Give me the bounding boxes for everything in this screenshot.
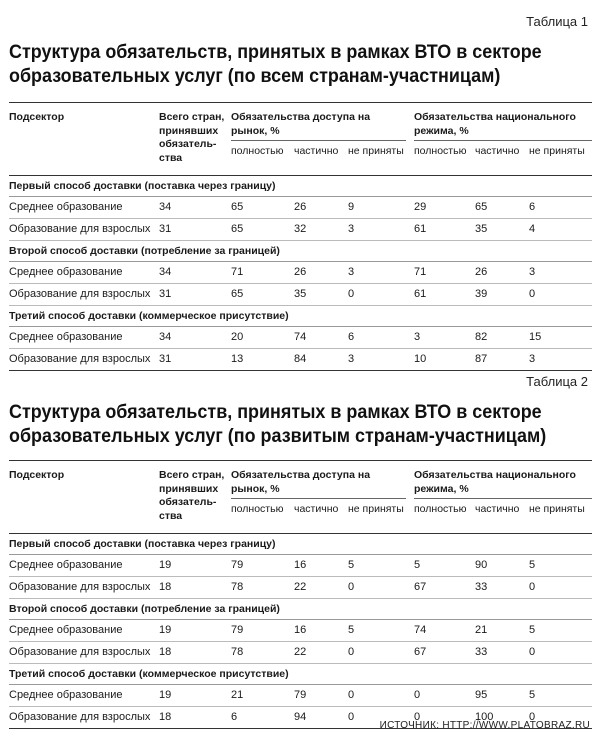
- table-row: [9, 577, 592, 599]
- cell-national-none: 6: [529, 201, 536, 213]
- cell-market-partial: 26: [294, 201, 307, 213]
- cell-national-partial: 33: [475, 581, 488, 593]
- header-national-full: полностью: [414, 145, 467, 157]
- cell-market-none: 3: [348, 353, 355, 365]
- row-name: Среднее образование: [9, 201, 123, 213]
- cell-market-none: 5: [348, 624, 355, 636]
- cell-market-full: 79: [231, 624, 244, 636]
- cell-market-full: 78: [231, 581, 244, 593]
- row-total: 34: [159, 201, 172, 213]
- section-title: Первый способ доставки (поставка через границу): [9, 534, 592, 555]
- cell-market-full: 65: [231, 223, 244, 235]
- cell-market-none: 5: [348, 559, 355, 571]
- row-total: 34: [159, 331, 172, 343]
- row-total: 19: [159, 624, 172, 636]
- table-row: [9, 197, 592, 219]
- cell-national-partial: 39: [475, 288, 488, 300]
- row-total: 34: [159, 266, 172, 278]
- header-national: Обязательства национального режима, %: [414, 111, 576, 137]
- cell-national-none: 3: [529, 266, 536, 278]
- header-market-partial: частично: [294, 503, 339, 515]
- cell-national-full: 74: [414, 624, 427, 636]
- table-row: [9, 327, 592, 349]
- header-rule: [414, 498, 592, 499]
- table-row: [9, 284, 592, 306]
- cell-market-partial: 16: [294, 559, 307, 571]
- cell-national-partial: 26: [475, 266, 488, 278]
- table-1: [9, 102, 592, 371]
- cell-national-none: 5: [529, 624, 536, 636]
- table-2: [9, 460, 592, 729]
- cell-national-full: 3: [414, 331, 421, 343]
- row-total: 19: [159, 559, 172, 571]
- section-title: Второй способ доставки (потребление за границей): [9, 599, 592, 620]
- cell-market-partial: 22: [294, 646, 307, 658]
- cell-market-none: 0: [348, 711, 355, 723]
- cell-market-full: 20: [231, 331, 244, 343]
- table-row: [9, 262, 592, 284]
- row-name: Образование для взрослых: [9, 288, 151, 300]
- row-total: 19: [159, 689, 172, 701]
- cell-national-full: 61: [414, 223, 427, 235]
- section-title: Первый способ доставки (поставка через границу): [9, 176, 592, 197]
- section-title: Третий способ доставки (коммерческое присутствие): [9, 664, 592, 685]
- header-market-full: полностью: [231, 145, 284, 157]
- header-total: Всего стран, принявших обязатель-ства: [159, 469, 225, 522]
- table-row: [9, 620, 592, 642]
- row-name: Образование для взрослых: [9, 223, 151, 235]
- cell-national-none: 0: [529, 646, 536, 658]
- header-national-none: не приняты: [529, 145, 585, 157]
- cell-national-none: 0: [529, 711, 536, 723]
- cell-market-full: 13: [231, 353, 244, 365]
- table-1-label: Таблица 1: [526, 14, 588, 29]
- row-total: 18: [159, 646, 172, 658]
- table-1-header: [9, 102, 592, 176]
- header-national-partial: частично: [475, 503, 520, 515]
- table-2-title: Структура обязательств, принятых в рамках ВТО в секторе образовательных услуг (по развитым странам-участницам): [9, 401, 547, 447]
- row-name: Образование для взрослых: [9, 646, 151, 658]
- cell-market-none: 0: [348, 646, 355, 658]
- cell-market-full: 6: [231, 711, 238, 723]
- cell-national-full: 67: [414, 646, 427, 658]
- cell-market-none: 0: [348, 288, 355, 300]
- row-name: Образование для взрослых: [9, 711, 151, 723]
- cell-national-none: 15: [529, 331, 542, 343]
- cell-market-full: 65: [231, 201, 244, 213]
- row-name: Среднее образование: [9, 331, 123, 343]
- cell-national-full: 0: [414, 711, 421, 723]
- row-name: Среднее образование: [9, 266, 123, 278]
- cell-market-partial: 35: [294, 288, 307, 300]
- cell-market-partial: 16: [294, 624, 307, 636]
- header-market-none: не приняты: [348, 503, 404, 515]
- cell-national-full: 61: [414, 288, 427, 300]
- header-market-none: не приняты: [348, 145, 404, 157]
- cell-market-full: 21: [231, 689, 244, 701]
- table-row: [9, 349, 592, 371]
- row-total: 18: [159, 711, 172, 723]
- row-name: Среднее образование: [9, 624, 123, 636]
- row-name: Образование для взрослых: [9, 353, 151, 365]
- table-row: [9, 685, 592, 707]
- cell-market-full: 65: [231, 288, 244, 300]
- cell-market-full: 71: [231, 266, 244, 278]
- header-national: Обязательства национального режима, %: [414, 469, 576, 495]
- header-market: Обязательства доступа на рынок, %: [231, 111, 371, 137]
- cell-national-full: 10: [414, 353, 427, 365]
- header-total: Всего стран, принявших обязатель-ства: [159, 111, 225, 164]
- cell-national-none: 3: [529, 353, 536, 365]
- header-rule: [231, 140, 406, 141]
- row-total: 31: [159, 288, 172, 300]
- cell-national-full: 0: [414, 689, 421, 701]
- cell-market-full: 79: [231, 559, 244, 571]
- cell-market-none: 0: [348, 689, 355, 701]
- header-subsector: Подсектор: [9, 469, 65, 481]
- cell-national-none: 5: [529, 689, 536, 701]
- row-total: 31: [159, 223, 172, 235]
- cell-national-partial: 90: [475, 559, 488, 571]
- row-total: 18: [159, 581, 172, 593]
- header-market-full: полностью: [231, 503, 284, 515]
- section-title: Третий способ доставки (коммерческое присутствие): [9, 306, 592, 327]
- cell-market-none: 9: [348, 201, 355, 213]
- cell-national-none: 0: [529, 581, 536, 593]
- cell-market-partial: 94: [294, 711, 307, 723]
- table-row: [9, 555, 592, 577]
- cell-national-none: 5: [529, 559, 536, 571]
- cell-national-none: 4: [529, 223, 536, 235]
- cell-national-full: 71: [414, 266, 427, 278]
- cell-market-partial: 26: [294, 266, 307, 278]
- cell-national-full: 67: [414, 581, 427, 593]
- cell-market-full: 78: [231, 646, 244, 658]
- cell-national-none: 0: [529, 288, 536, 300]
- table-1-title: Структура обязательств, принятых в рамках ВТО в секторе образовательных услуг (по всем странам-участницам): [9, 41, 542, 87]
- header-rule: [414, 140, 592, 141]
- row-total: 31: [159, 353, 172, 365]
- cell-national-partial: 65: [475, 201, 488, 213]
- cell-national-partial: 100: [475, 711, 494, 723]
- cell-market-partial: 32: [294, 223, 307, 235]
- header-national-none: не приняты: [529, 503, 585, 515]
- row-name: Среднее образование: [9, 559, 123, 571]
- cell-market-none: 6: [348, 331, 355, 343]
- table-2-header: [9, 460, 592, 534]
- header-market: Обязательства доступа на рынок, %: [231, 469, 371, 495]
- cell-national-partial: 87: [475, 353, 488, 365]
- table-row: [9, 642, 592, 664]
- section-title: Второй способ доставки (потребление за границей): [9, 241, 592, 262]
- table-2-label: Таблица 2: [526, 374, 588, 389]
- source-note: ИСТОЧНИК: HTTP://WWW.PLATOBRAZ.RU: [379, 720, 590, 731]
- cell-national-partial: 82: [475, 331, 488, 343]
- cell-market-none: 3: [348, 266, 355, 278]
- header-rule: [231, 498, 406, 499]
- cell-national-partial: 95: [475, 689, 488, 701]
- row-name: Среднее образование: [9, 689, 123, 701]
- cell-market-none: 0: [348, 581, 355, 593]
- table-row: [9, 219, 592, 241]
- cell-national-partial: 33: [475, 646, 488, 658]
- header-subsector: Подсектор: [9, 111, 65, 123]
- cell-market-partial: 79: [294, 689, 307, 701]
- cell-market-none: 3: [348, 223, 355, 235]
- cell-national-partial: 35: [475, 223, 488, 235]
- cell-national-full: 5: [414, 559, 421, 571]
- cell-national-full: 29: [414, 201, 427, 213]
- cell-market-partial: 74: [294, 331, 307, 343]
- header-national-full: полностью: [414, 503, 467, 515]
- cell-market-partial: 84: [294, 353, 307, 365]
- cell-market-partial: 22: [294, 581, 307, 593]
- header-market-partial: частично: [294, 145, 339, 157]
- row-name: Образование для взрослых: [9, 581, 151, 593]
- cell-national-partial: 21: [475, 624, 488, 636]
- header-national-partial: частично: [475, 145, 520, 157]
